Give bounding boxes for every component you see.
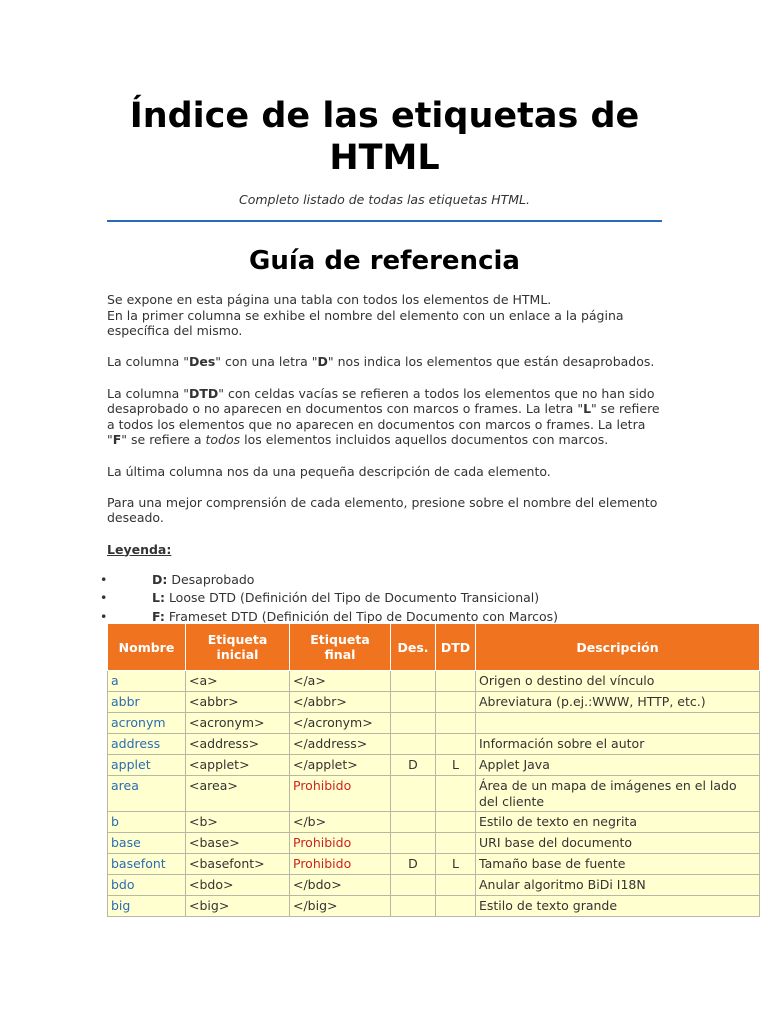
description-cell: Área de un mapa de imágenes en el lado del cliente [476, 776, 760, 812]
bullet-icon: • [100, 608, 108, 624]
end-tag-cell: </a> [290, 671, 391, 692]
end-tag-cell: Prohibido [290, 854, 391, 875]
intro-paragraph-3 [107, 386, 667, 448]
bullet-icon: • [100, 572, 108, 587]
legend-key: D: [152, 572, 168, 587]
start-tag-cell: <basefont> [186, 854, 290, 875]
end-tag-cell: </bdo> [290, 875, 391, 896]
intro-paragraph-2 [107, 354, 667, 370]
element-name-cell [108, 734, 186, 755]
description-cell: Abreviatura (p.ej.:WWW, HTTP, etc.) [476, 692, 760, 713]
element-name-cell [108, 812, 186, 833]
des-cell: D [391, 755, 436, 776]
bullet-icon: • [100, 590, 108, 606]
description-cell: Tamaño base de fuente [476, 854, 760, 875]
des-cell: D [391, 854, 436, 875]
title-divider [107, 220, 662, 222]
des-cell [391, 671, 436, 692]
dtd-cell [436, 671, 476, 692]
text-run: " con celdas vacías se refieren a todos los elementos que no han sido desaprobado o no aparecen en documentos con marcos o frames. La letra " [107, 385, 655, 417]
table-row [108, 671, 760, 692]
element-link[interactable]: applet [111, 757, 151, 772]
text-run: " se refiere a [121, 432, 206, 448]
des-column-name: Des [189, 354, 216, 370]
end-tag-cell: Prohibido [290, 833, 391, 854]
des-cell [391, 812, 436, 833]
element-link[interactable]: address [111, 736, 161, 751]
header-etiqueta-inicial: Etiqueta inicial [186, 624, 290, 671]
des-cell [391, 833, 436, 854]
dtd-cell [436, 875, 476, 896]
header-descripcion: Descripción [476, 624, 760, 671]
page-title: Índice de las etiquetas de HTML [129, 96, 640, 178]
header-etiqueta-final: Etiqueta final [290, 624, 391, 671]
element-link[interactable]: acronym [111, 715, 166, 730]
table-row [108, 734, 760, 755]
text-run: La columna " [107, 385, 189, 401]
end-tag-cell: </b> [290, 812, 391, 833]
html-elements-table [107, 623, 760, 917]
start-tag-cell: <abbr> [186, 692, 290, 713]
dtd-column-name: DTD [189, 385, 219, 401]
start-tag-cell: <area> [186, 776, 290, 812]
dtd-cell [436, 812, 476, 833]
des-cell [391, 692, 436, 713]
start-tag-cell: <bdo> [186, 875, 290, 896]
table-row [108, 755, 760, 776]
des-cell [391, 875, 436, 896]
dtd-cell [436, 734, 476, 755]
des-cell [391, 896, 436, 917]
legend-text: Loose DTD (Definición del Tipo de Documento Transicional) [164, 590, 540, 606]
start-tag-cell: <b> [186, 812, 290, 833]
des-cell [391, 734, 436, 755]
table-row [108, 896, 760, 917]
intro-p1-line1: Se expone en esta página una tabla con todos los elementos de HTML. [107, 292, 552, 307]
dtd-cell [436, 896, 476, 917]
loose-letter: L [583, 401, 592, 417]
element-name-cell [108, 776, 186, 812]
intro-text [107, 292, 667, 573]
dtd-cell [436, 833, 476, 854]
end-tag-cell: </applet> [290, 755, 391, 776]
start-tag-cell: <acronym> [186, 713, 290, 734]
element-link[interactable]: a [111, 673, 119, 688]
end-tag-cell: </big> [290, 896, 391, 917]
legend-text: Frameset DTD (Definición del Tipo de Documento con Marcos) [164, 608, 559, 624]
text-run: " con una letra " [215, 354, 318, 370]
header-dtd: DTD [436, 624, 476, 671]
element-link[interactable]: basefont [111, 856, 166, 871]
text-run: " se refiere a todos los elementos que no aparecen en documentos con marcos o frames. La letra " [107, 401, 660, 448]
start-tag-cell: <address> [186, 734, 290, 755]
text-run: La columna " [107, 354, 189, 370]
start-tag-cell: <a> [186, 671, 290, 692]
intro-paragraph-1 [107, 292, 667, 339]
header-des: Des. [391, 624, 436, 671]
frameset-letter: F [112, 432, 122, 448]
legend-title: Leyenda: [107, 541, 172, 557]
intro-p1-line2: En la primer columna se exhibe el nombre del elemento con un enlace a la página específica del mismo. [107, 307, 624, 339]
element-name-cell [108, 896, 186, 917]
end-tag-cell: Prohibido [290, 776, 391, 812]
intro-paragraph-4: La última columna nos da una pequeña descripción de cada elemento. [107, 463, 551, 479]
element-link[interactable]: b [111, 814, 119, 829]
legend-list [100, 571, 660, 626]
description-cell: URI base del documento [476, 833, 760, 854]
table-row [108, 854, 760, 875]
table-header-row [108, 624, 760, 671]
intro-paragraph-5: Para una mejor comprensión de cada elemento, presione sobre el nombre del elemento deseado. [107, 494, 658, 526]
description-cell: Estilo de texto grande [476, 896, 760, 917]
description-cell [476, 713, 760, 734]
element-name-cell [108, 671, 186, 692]
legend-key: F: [152, 608, 165, 624]
table-row [108, 812, 760, 833]
legend-item [100, 571, 660, 589]
description-cell: Estilo de texto en negrita [476, 812, 760, 833]
legend-text: Desaprobado [167, 572, 255, 587]
des-letter: D [317, 354, 328, 370]
element-link[interactable]: abbr [111, 694, 140, 709]
element-link[interactable]: base [111, 835, 141, 850]
header-nombre: Nombre [108, 624, 186, 671]
emphasis-todos: todos [205, 432, 241, 448]
dtd-cell [436, 713, 476, 734]
dtd-cell [436, 692, 476, 713]
element-link[interactable]: area [111, 778, 139, 793]
description-cell: Applet Java [476, 755, 760, 776]
element-link[interactable]: big [111, 898, 131, 913]
table-row [108, 833, 760, 854]
dtd-cell [436, 776, 476, 812]
start-tag-cell: <base> [186, 833, 290, 854]
start-tag-cell: <applet> [186, 755, 290, 776]
table-row [108, 692, 760, 713]
table-row [108, 875, 760, 896]
legend-key: L: [152, 590, 165, 606]
text-run: " nos indica los elementos que están desaprobados. [327, 354, 655, 370]
table-row [108, 713, 760, 734]
element-name-cell [108, 833, 186, 854]
end-tag-cell: </address> [290, 734, 391, 755]
description-cell: Origen o destino del vínculo [476, 671, 760, 692]
end-tag-cell: </abbr> [290, 692, 391, 713]
table-body [108, 671, 760, 917]
des-cell [391, 713, 436, 734]
element-name-cell [108, 692, 186, 713]
description-cell: Anular algoritmo BiDi I18N [476, 875, 760, 896]
element-name-cell [108, 854, 186, 875]
dtd-cell: L [436, 854, 476, 875]
text-run: los elementos incluidos aquellos documentos con marcos. [240, 432, 609, 448]
legend-item [100, 589, 660, 607]
element-link[interactable]: bdo [111, 877, 135, 892]
element-name-cell [108, 875, 186, 896]
page-subtitle: Completo listado de todas las etiquetas HTML. [238, 192, 530, 207]
description-cell: Información sobre el autor [476, 734, 760, 755]
des-cell [391, 776, 436, 812]
section-heading: Guía de referencia [249, 246, 520, 276]
end-tag-cell: </acronym> [290, 713, 391, 734]
table-row [108, 776, 760, 812]
element-name-cell [108, 713, 186, 734]
start-tag-cell: <big> [186, 896, 290, 917]
dtd-cell: L [436, 755, 476, 776]
element-name-cell [108, 755, 186, 776]
